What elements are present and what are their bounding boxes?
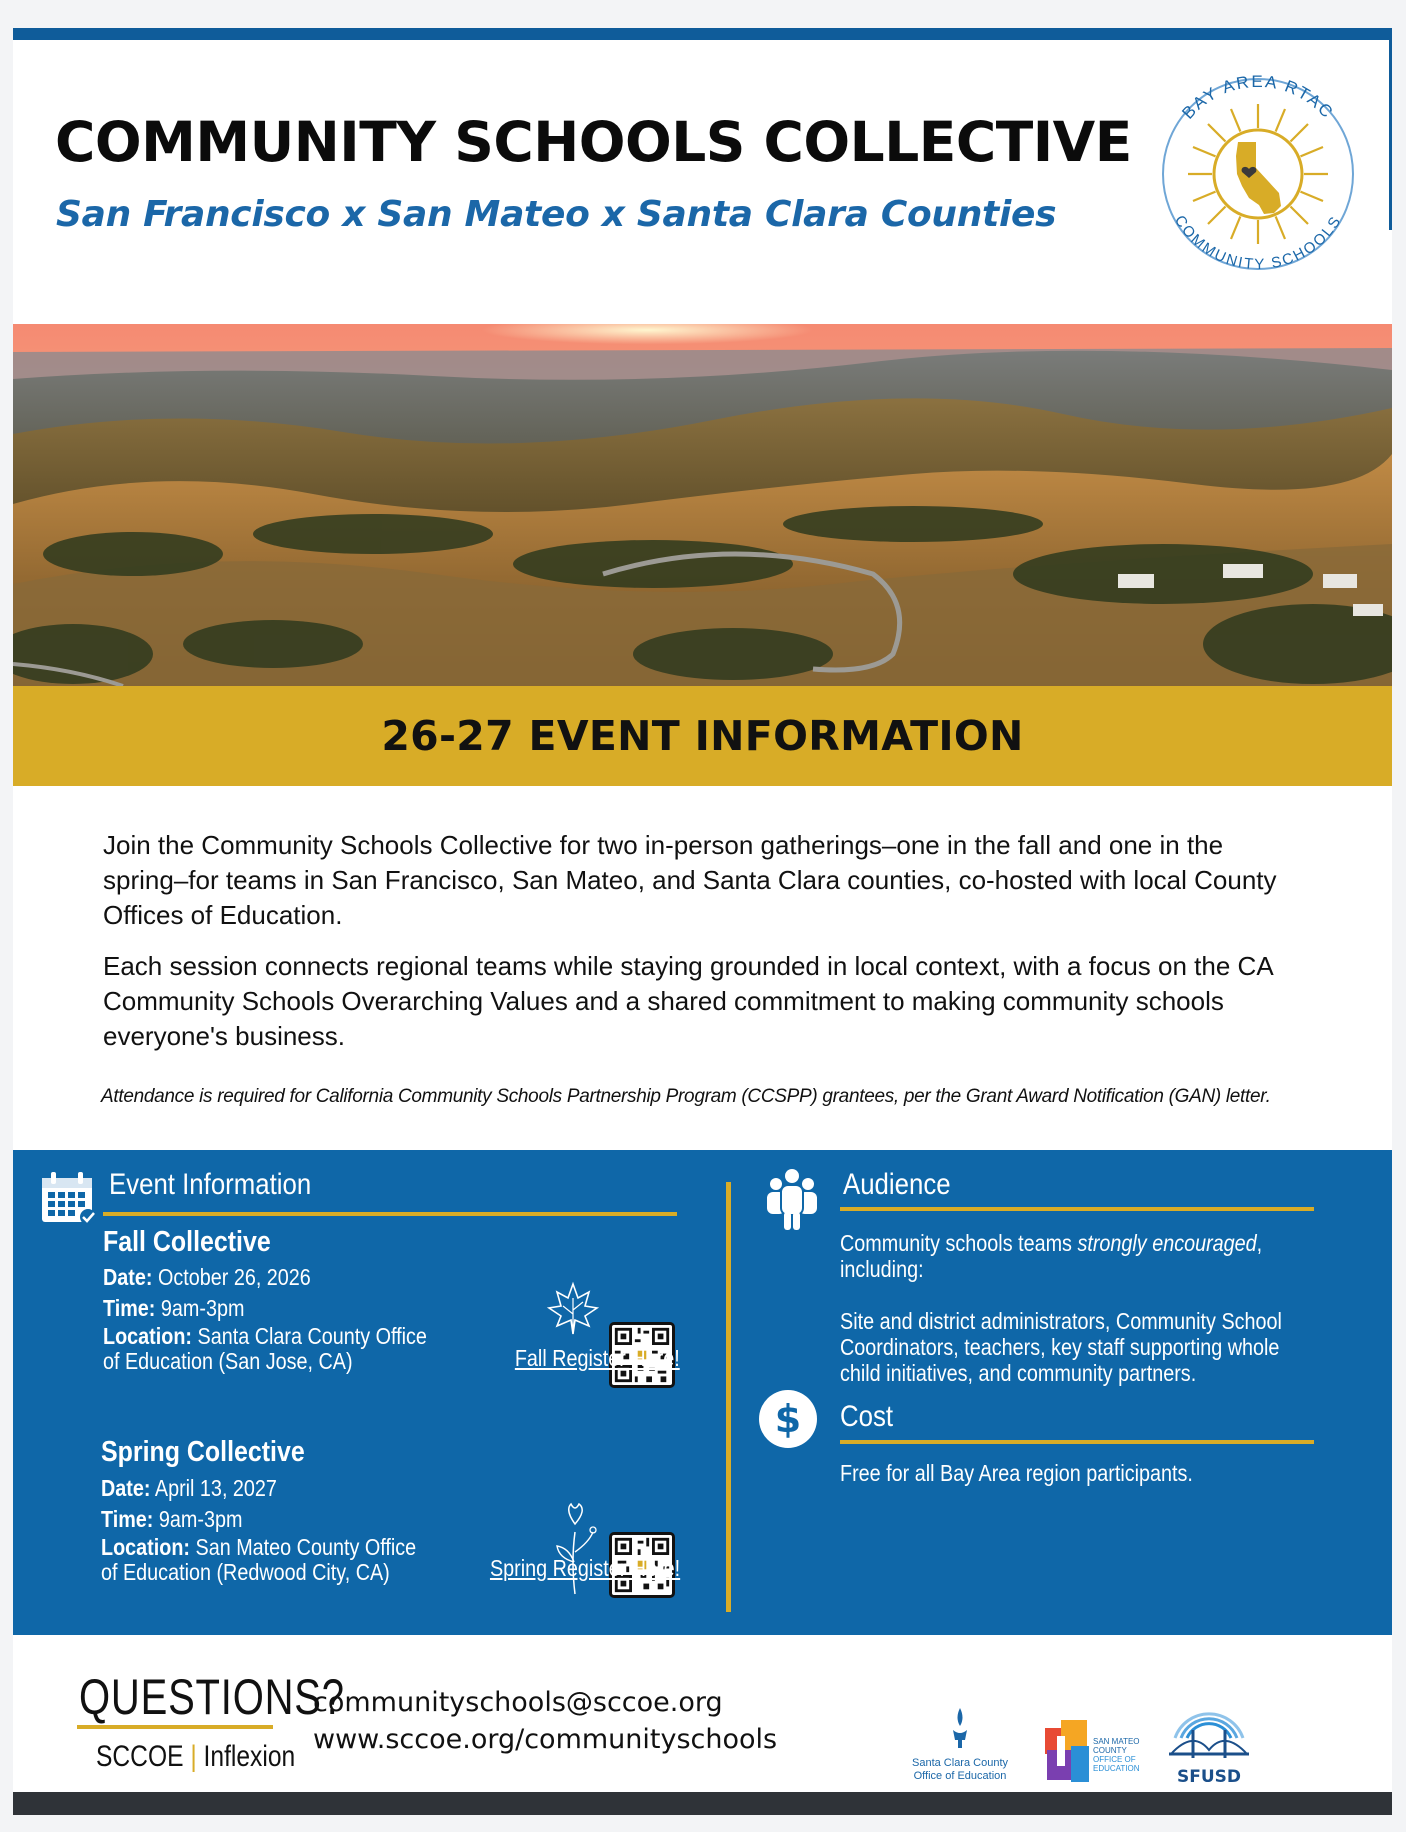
audience-rule [840,1207,1314,1211]
sccoe-logo [912,1708,1008,1782]
dollar-icon: $ [759,1390,817,1448]
partner-logos [875,1700,1375,1800]
spring-time: Time: 9am-3pm [101,1506,243,1532]
intro-paragraph: Join the Community Schools Collective for two in-person gatherings–one in the fall and one in the spring–for teams in San Francisco, San Mateo, and Santa Clara counties, co-hosted with local County Offices of Education. [103,830,1277,930]
event-information-band [13,686,1392,786]
flyer-page [13,28,1392,1815]
audience-heading: Audience [843,1168,951,1201]
flower-icon [553,1502,597,1598]
fall-register-link[interactable]: Fall Register Here! [515,1345,680,1371]
page-subtitle: San Francisco x San Mateo x Santa Clara Counties [56,194,1057,235]
attendance-note: Attendance is required for California Community Schools Partnership Program (CCSPP) grantees, per the Grant Award Notification (GAN) letter. [101,1086,1271,1107]
contact-website[interactable]: www.sccoe.org/communityschools [313,1724,778,1755]
hero-landscape-image [13,324,1392,686]
audience-details: Site and district administrators, Community School Coordinators, teachers, key staff supporting whole child initiatives, and community partners. [840,1308,1282,1386]
fall-location: Location: Santa Clara County Office [103,1323,427,1349]
band-title: 26-27 EVENT INFORMATION [381,712,1024,760]
maple-leaf-icon [543,1278,603,1338]
svg-text:COMMUNITY SCHOOLS: COMMUNITY SCHOOLS [1170,212,1346,274]
fall-location-line2: of Education (San Jose, CA) [103,1348,353,1374]
right-edge-stripe [1389,40,1392,230]
svg-text:SAN MATEO: SAN MATEO [1093,1737,1140,1746]
bottom-stripe [13,1792,1392,1815]
column-divider [726,1182,731,1612]
intro-text [103,828,1313,1070]
bay-area-rtac-logo [1143,56,1373,286]
fall-date: Date: October 26, 2026 [103,1264,311,1290]
event-info-heading: Event Information [109,1168,312,1201]
event-info-rule [103,1212,677,1216]
spring-date: Date: April 13, 2027 [101,1475,277,1501]
fall-time: Time: 9am-3pm [103,1295,245,1321]
people-group-icon [765,1166,819,1232]
cost-rule [840,1440,1314,1444]
details-panel [13,1150,1392,1635]
spring-collective-title: Spring Collective [101,1436,305,1468]
svg-text:SFUSD: SFUSD [1176,1767,1242,1787]
questions-title: QUESTIONS? [79,1669,345,1725]
contact-info [313,1684,777,1758]
spring-location-line2: of Education (Redwood City, CA) [101,1559,390,1585]
sfusd-logo [1169,1714,1249,1787]
smcoe-logo [1045,1720,1140,1782]
fall-collective-title: Fall Collective [103,1226,271,1258]
audience-intro: Community schools teams strongly encouraged, including: [840,1230,1263,1282]
questions-rule [77,1725,273,1729]
spring-location: Location: San Mateo County Office [101,1534,417,1560]
svg-text:BAY AREA RTAC: BAY AREA RTAC [1178,71,1338,123]
cost-text: Free for all Bay Area region participants. [840,1460,1193,1486]
svg-text:EDUCATION: EDUCATION [1093,1764,1140,1773]
svg-text:COUNTY: COUNTY [1093,1746,1127,1755]
top-stripe [13,28,1392,40]
svg-text:Santa Clara County: Santa Clara County [912,1757,1008,1769]
intro-paragraph: Each session connects regional teams while staying grounded in local context, with a focus on the CA Community Schools Overarching Values and a shared commitment to making community schools everyone's business. [103,951,1273,1051]
cost-heading: Cost [840,1400,894,1433]
calendar-icon [39,1170,97,1226]
page-title: COMMUNITY SCHOOLS COLLECTIVE [55,110,1132,174]
spring-register-link[interactable]: Spring Register Here! [489,1555,680,1581]
questions-orgs: SCCOE | Inflexion [96,1740,296,1773]
svg-text:OFFICE OF: OFFICE OF [1093,1755,1136,1764]
svg-text:Office of Education: Office of Education [913,1770,1007,1782]
contact-email[interactable]: communityschools@sccoe.org [313,1687,723,1718]
